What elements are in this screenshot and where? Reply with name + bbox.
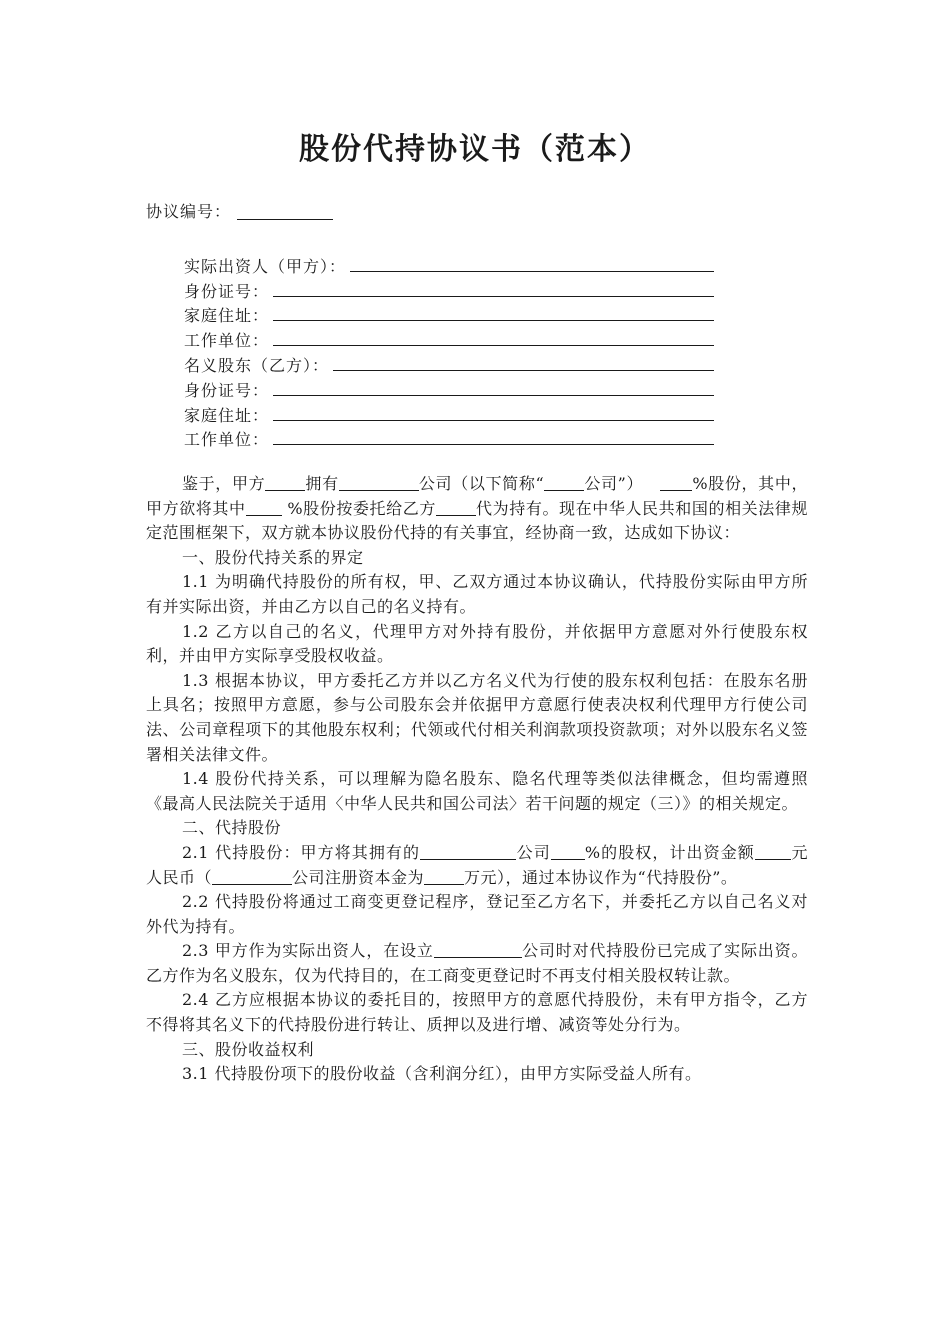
blank[interactable] (660, 476, 692, 491)
fill-line[interactable] (350, 271, 714, 272)
party-row-investor (184, 252, 714, 277)
party-label: 名义股东（乙方）： (184, 355, 330, 375)
party-row-investor-id (184, 277, 714, 302)
blank[interactable] (265, 476, 305, 491)
party-row-nominee-id (184, 376, 714, 401)
agreement-number-blank[interactable] (237, 203, 333, 220)
section-heading: 二、代持股份 (182, 818, 282, 838)
clause-2-2: 2.2 代持股份将通过工商变更登记程序，登记至乙方名下，并委托乙方以自己名义对外代为持有。 (146, 892, 808, 936)
fill-line[interactable] (333, 370, 714, 371)
fill-line[interactable] (273, 320, 714, 321)
party-info-block (184, 252, 714, 450)
fill-line[interactable] (273, 420, 714, 421)
clause-2-1: 2.1 代持股份：甲方将其拥有的 公司 %的股权，计出资金额 元人民币（ 公司注册资本金为 万元），通过本协议作为“代持股份”。 (146, 842, 808, 887)
fill-line[interactable] (273, 444, 714, 445)
party-row-nominee-address (184, 401, 714, 426)
blank[interactable] (755, 845, 791, 860)
agreement-body (146, 472, 808, 1087)
party-label: 家庭住址： (184, 405, 270, 425)
party-label: 实际出资人（甲方）： (184, 256, 347, 276)
party-label: 工作单位： (184, 331, 270, 351)
blank[interactable] (436, 501, 476, 516)
party-row-nominee-employer (184, 426, 714, 451)
party-row-nominee (184, 351, 714, 376)
section-heading: 一、股份代持关系的界定 (182, 547, 364, 567)
party-label: 身份证号： (184, 281, 270, 301)
party-row-investor-employer (184, 326, 714, 351)
party-row-investor-address (184, 302, 714, 327)
party-label: 身份证号： (184, 380, 270, 400)
agreement-number-label: 协议编号： (146, 202, 232, 221)
document-title: 股份代持协议书（范本） (299, 132, 651, 167)
clause-1-2: 1.2 乙方以自己的名义，代理甲方对外持有股份，并依据甲方意愿对外行使股东权利，并由甲方实际享受股权收益。 (146, 621, 808, 666)
blank[interactable] (544, 476, 584, 491)
clause-2-3: 2.3 甲方作为实际出资人，在设立 公司时对代持股份已完成了实际出资。乙方作为名义股东，仅为代持目的，在工商变更登记时不再支付相关股权转让款。 (146, 941, 808, 985)
clause-1-3: 1.3 根据本协议，甲方委托乙方并以乙方名义代为行使的股东权利包括：在股东名册上具名；按照甲方意愿，参与公司股东会并依据甲方意愿行使表决权利代理甲方行使公司法、公司章程项下的其他股东权利；代领或代付相关利润款项投资款项；对外以股东名义签署相关法律文件。 (146, 670, 808, 764)
clause-1-4: 1.4 股份代持关系，可以理解为隐名股东、隐名代理等类似法律概念，但均需遵照《最高人民法院关于适用〈中华人民共和国公司法〉若干问题的规定（三）》的相关规定。 (146, 769, 808, 813)
fill-line[interactable] (273, 345, 714, 346)
clause-3-1: 3.1 代持股份项下的股份收益（含利润分红），由甲方实际受益人所有。 (182, 1064, 702, 1084)
blank[interactable] (420, 845, 516, 860)
blank[interactable] (246, 501, 282, 516)
party-label: 工作单位： (184, 430, 270, 450)
section-heading: 三、股份收益权利 (182, 1039, 315, 1059)
fill-line[interactable] (273, 296, 714, 297)
blank[interactable] (551, 845, 585, 860)
blank[interactable] (212, 870, 292, 885)
clause-2-4: 2.4 乙方应根据本协议的委托目的，按照甲方的意愿代持股份，未有甲方指令，乙方不得将其名义下的代持股份进行转让、质押以及进行增、减资等处分行为。 (146, 990, 808, 1035)
agreement-number (146, 200, 333, 224)
party-label: 家庭住址： (184, 306, 270, 326)
blank[interactable] (424, 870, 464, 885)
blank[interactable] (434, 943, 522, 958)
blank[interactable] (339, 476, 419, 491)
clause-1-1: 1.1 为明确代持股份的所有权，甲、乙双方通过本协议确认，代持股份实际由甲方所有并实际出资，并由乙方以自己的名义持有。 (146, 572, 808, 616)
intro-paragraph: 鉴于，甲方 拥有 公司（以下简称“ 公司”） %股份，其中，甲方欲将其中 %股份按委托给乙方 代为持有。现在中华人民共和国的相关法律规定范围框架下，双方就本协议股份代持的有关事宜，经协商一致，达成如下协议： (146, 474, 808, 543)
fill-line[interactable] (273, 395, 714, 396)
